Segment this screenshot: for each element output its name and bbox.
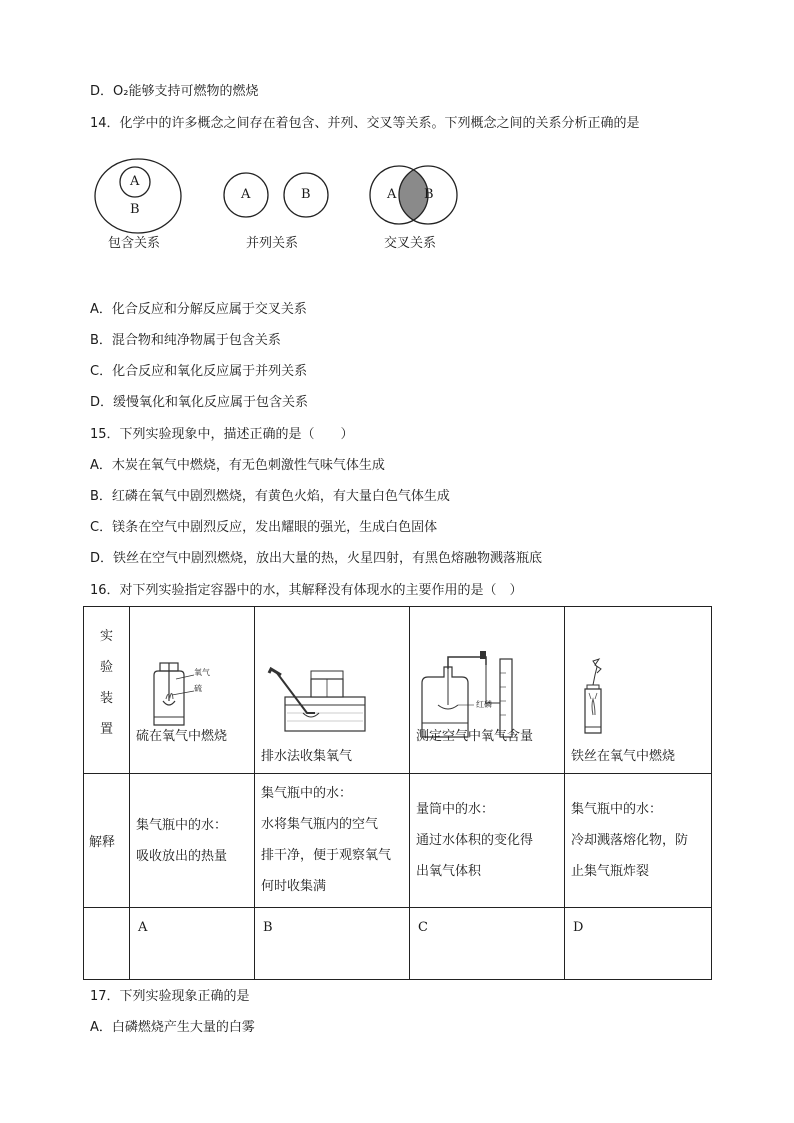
explanation-line: 集气瓶中的水： — [136, 817, 228, 833]
parallel-label-a: A — [241, 187, 251, 202]
inclusion-outer-circle — [95, 159, 181, 233]
header-char: 验 — [99, 660, 113, 675]
q14-option-b: B．混合物和纯净物属于包含关系 — [90, 333, 281, 348]
concept-relation-diagram — [90, 150, 470, 260]
q16-stem: 16．对下列实验指定容器中的水，其解释没有体现水的主要作用的是（ ） — [90, 583, 523, 598]
label-sulfur: 硫 — [194, 684, 202, 693]
answer-cell-d — [565, 908, 712, 980]
explanation-line: 量筒中的水： — [416, 802, 495, 817]
explanation-line: 吸收放出的热量 — [136, 848, 228, 864]
apparatus-name-c: 测定空气中氧气含量 — [416, 729, 534, 744]
apparatus-cell-d — [565, 607, 712, 774]
explanation-line: 排干净，便于观察氧气 — [261, 848, 392, 863]
explanation-cell-b — [255, 774, 410, 908]
header-char: 实 — [99, 629, 113, 644]
answer-label-a: A — [138, 920, 148, 935]
explanation-line: 集气瓶中的水： — [571, 802, 663, 817]
label-red-phosphorus: 红磷 — [476, 700, 492, 709]
inclusion-caption: 包含关系 — [108, 236, 161, 251]
answer-label-c: C — [418, 920, 428, 935]
q15-option-d: D．铁丝在空气中剧烈燃烧，放出大量的热，火星四射，有黑色熔融物溅落瓶底 — [90, 551, 543, 566]
explanation-line: 水将集气瓶内的空气 — [261, 817, 379, 832]
apparatus-header — [84, 607, 130, 774]
q15-option-b: B．红磷在氧气中剧烈燃烧，有黄色火焰，有大量白色气体生成 — [90, 489, 450, 504]
q14-option-c: C．化合反应和氧化反应属于并列关系 — [90, 364, 308, 379]
intersect-label-a: A — [387, 187, 397, 202]
q13-option-d: D．O₂能够支持可燃物的燃烧 — [90, 84, 259, 99]
explanation-cell-c — [410, 774, 565, 908]
q15-option-a: A．木炭在氧气中燃烧，有无色刺激性气味气体生成 — [90, 458, 385, 473]
explanation-line: 止集气瓶炸裂 — [571, 864, 650, 879]
intersect-label-b: B — [424, 187, 434, 202]
q14-stem: 14．化学中的许多概念之间存在着包含、并列、交叉等关系。下列概念之间的关系分析正确的是 — [90, 116, 640, 131]
explanation-header-label: 解释 — [89, 835, 116, 850]
explanation-line: 通过水体积的变化得 — [416, 833, 534, 848]
header-char: 置 — [99, 722, 113, 737]
answer-cell-a — [130, 908, 255, 980]
answer-header — [84, 908, 130, 980]
parallel-label-b: B — [301, 187, 311, 202]
label-oxygen: 氧气 — [194, 668, 210, 677]
q14-option-d: D．缓慢氧化和氧化反应属于包含关系 — [90, 395, 309, 410]
explanation-cell-a — [130, 774, 255, 908]
apparatus-row — [84, 607, 712, 774]
q14-option-a: A．化合反应和分解反应属于交叉关系 — [90, 302, 307, 317]
inclusion-label-b: B — [130, 202, 140, 217]
explanation-cell-d — [565, 774, 712, 908]
apparatus-name-d: 铁丝在氧气中燃烧 — [571, 749, 676, 764]
answer-label-b: B — [263, 920, 273, 935]
intersect-caption: 交叉关系 — [384, 236, 437, 251]
explanation-row — [84, 774, 712, 908]
answer-row — [84, 908, 712, 980]
explanation-header — [84, 774, 130, 908]
answer-cell-c — [410, 908, 565, 980]
explanation-line: 冷却溅落熔化物，防 — [571, 833, 689, 848]
answer-cell-b — [255, 908, 410, 980]
apparatus-cell-b — [255, 607, 410, 774]
experiment-table — [83, 606, 712, 980]
explanation-line: 何时收集满 — [261, 879, 327, 894]
water-displacement-apparatus-icon — [267, 661, 387, 741]
answer-label-d: D — [573, 920, 584, 935]
q17-stem: 17．下列实验现象正确的是 — [90, 989, 250, 1004]
inclusion-label-a: A — [130, 174, 140, 189]
sulfur-burning-apparatus-icon — [144, 651, 224, 731]
apparatus-name-a: 硫在氧气中燃烧 — [136, 729, 228, 744]
apparatus-cell-a — [130, 607, 255, 774]
apparatus-cell-c — [410, 607, 565, 774]
q15-option-c: C．镁条在空气中剧烈反应，发出耀眼的强光，生成白色固体 — [90, 520, 438, 535]
q17-option-a: A．白磷燃烧产生大量的白雾 — [90, 1020, 255, 1035]
explanation-line: 集气瓶中的水： — [261, 786, 353, 801]
iron-wire-burning-apparatus-icon — [575, 655, 635, 755]
parallel-caption: 并列关系 — [246, 236, 299, 251]
apparatus-name-b: 排水法收集氧气 — [261, 749, 353, 764]
q15-stem: 15．下列实验现象中，描述正确的是（ ） — [90, 427, 354, 442]
explanation-line: 出氧气体积 — [416, 864, 482, 879]
header-char: 装 — [99, 691, 113, 706]
